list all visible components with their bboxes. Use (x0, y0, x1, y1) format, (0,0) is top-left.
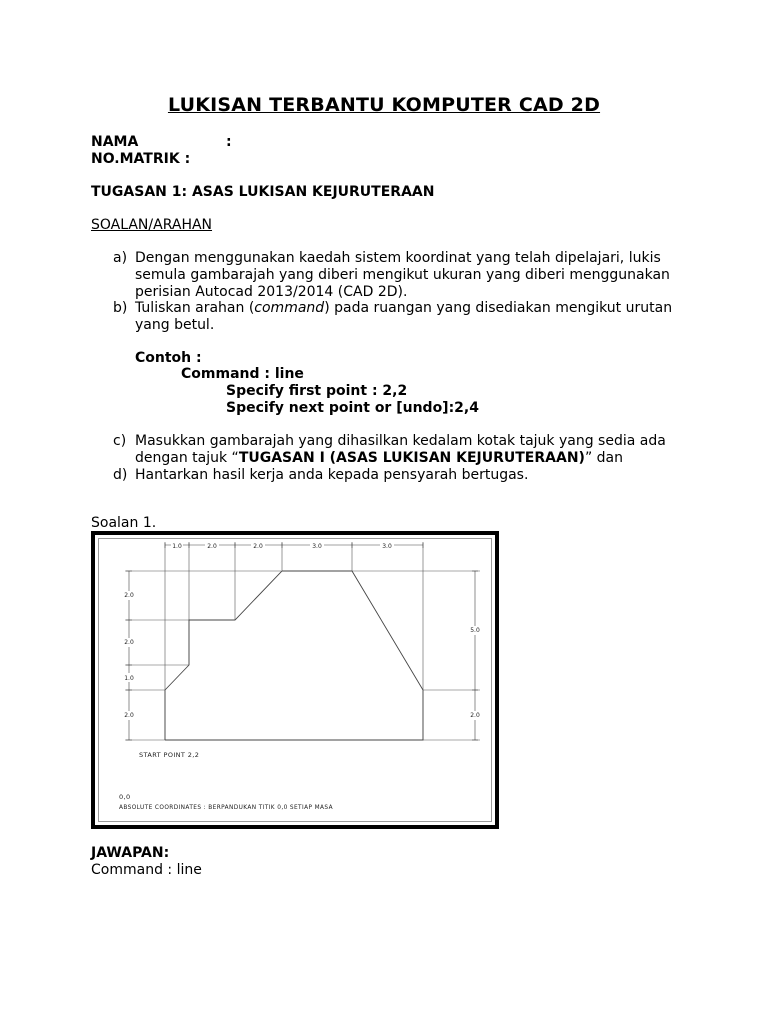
example-command: Command : line (181, 366, 304, 382)
matrik-label: NO.MATRIK : (91, 151, 191, 167)
nama-colon: : (226, 134, 232, 150)
top-dim-4: 3.0 (312, 543, 322, 550)
example-label: Contoh : (135, 350, 202, 366)
jawapan-label: JAWAPAN: (91, 845, 170, 861)
command-italic: command (254, 300, 325, 316)
jawapan-command: Command : line (91, 862, 202, 878)
soalan-arahan-heading: SOALAN/ARAHAN (91, 217, 213, 233)
list-text: Dengan menggunakan kaedah sistem koordinat yang telah dipelajari, lukis semula gambarajah yang diberi mengikut ukuran yang diberi menggunakan perisian Autocad 2013/2014 (CAD 2D). (135, 250, 670, 300)
extension-lines (125, 543, 480, 740)
cad-drawing-figure (91, 531, 499, 829)
left-dim-1: 2.0 (124, 592, 134, 599)
example-first-point: Specify first point : 2,2 (226, 383, 408, 399)
right-dim-1: 5.0 (470, 627, 480, 634)
tugasan-title-bold: TUGASAN I (ASAS LUKISAN KEJURUTERAAN) (238, 450, 585, 466)
cad-drawing (95, 535, 495, 825)
top-dim-2: 2.0 (207, 543, 217, 550)
left-dim-2: 2.0 (124, 639, 134, 646)
list-text: Hantarkan hasil kerja anda kepada pensyarah bertugas. (135, 467, 529, 483)
list-marker: c) (113, 433, 127, 449)
example-next-point: Specify next point or [undo]:2,4 (226, 400, 479, 416)
list-marker: a) (113, 250, 128, 266)
start-point-label: START POINT 2,2 (139, 751, 200, 759)
top-dim-5: 3.0 (382, 543, 392, 550)
soalan-label: Soalan 1. (91, 515, 157, 531)
top-dim-1: 1.0 (172, 543, 182, 550)
left-dim-3: 1.0 (124, 675, 134, 682)
right-dim-2: 2.0 (470, 712, 480, 719)
drawing-profile (165, 571, 423, 740)
origin-label: 0,0 (119, 793, 131, 801)
tugasan-heading: TUGASAN 1: ASAS LUKISAN KEJURUTERAAN (91, 184, 435, 200)
nama-label: NAMA (91, 134, 139, 150)
page-title: LUKISAN TERBANTU KOMPUTER CAD 2D (167, 94, 601, 116)
list-text: Tuliskan arahan (command) pada ruangan yang disediakan mengikut urutan yang betul. (135, 300, 673, 333)
list-text: Masukkan gambarajah yang dihasilkan kedalam kotak tajuk yang sedia ada dengan tajuk “TUGASAN I (ASAS LUKISAN KEJURUTERAAN)” dan (135, 433, 666, 466)
top-dim-3: 2.0 (253, 543, 263, 550)
list-marker: b) (113, 300, 128, 316)
list-marker: d) (113, 467, 128, 483)
coordinates-note: ABSOLUTE COORDINATES : BERPANDUKAN TITIK 0,0 SETIAP MASA (119, 805, 333, 811)
left-dim-4: 2.0 (124, 712, 134, 719)
